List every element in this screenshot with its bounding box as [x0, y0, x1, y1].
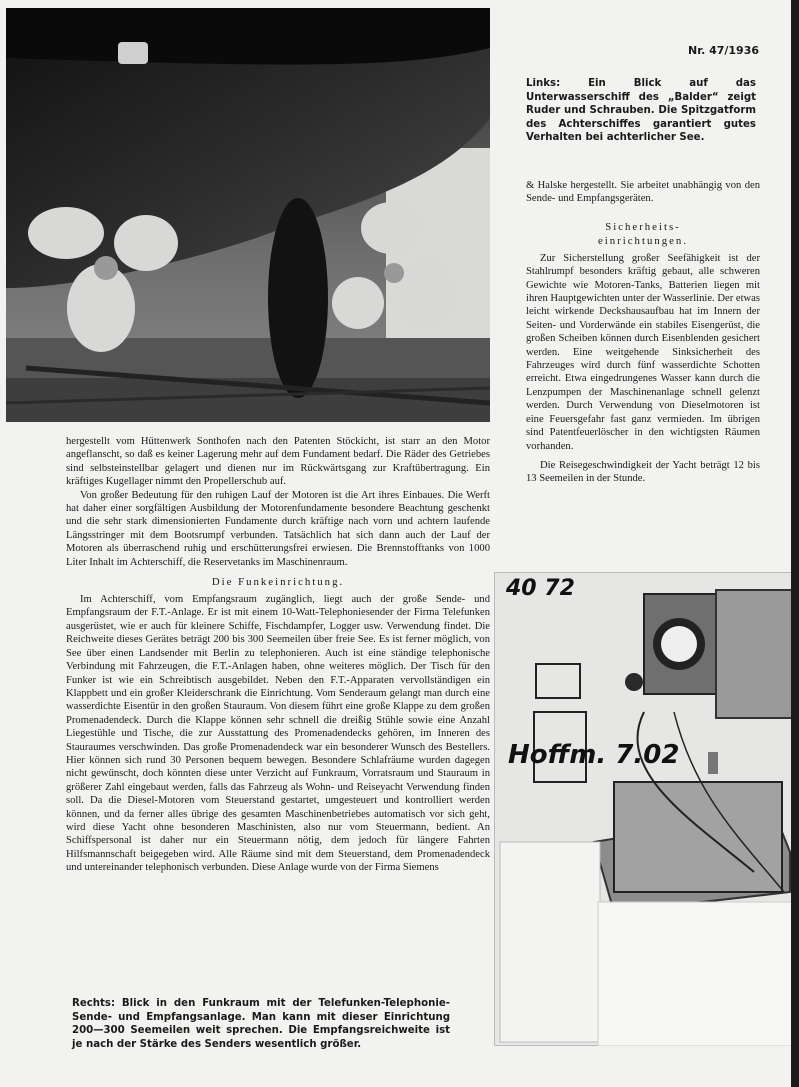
caption-left-photo: Links: Ein Blick auf das Unterwasserschiff des „Balder“ zeigt Ruder und Schrauben. Die Spitzgatform des Achterschiffes garantiert gutes Verhalten bei achterlicher See. — [526, 78, 756, 144]
right-text-column — [526, 179, 760, 486]
radio-room-photo — [494, 572, 792, 1046]
paragraph-engine-mounting: Von großer Bedeutung für den ruhigen Lauf der Motoren ist die Art ihres Einbaues. Die Werft hat daher einer sorgfältigen Ausbildung der Motorenfundamente besondere Beachtung geschenkt und die sehr stark dimensionierten Fundamente durch kräftige nach vorn und achtern laufende Längsstringer mit dem Bootsrumpf verbunden. Tatsächlich hat sich dann auch der Lauf der Motoren als überraschend ruhig und erschütterungsfrei erwiesen. Die Brennstofftanks von 1000 Liter Inhalt im Achterschiff, die Reservetanks im Maschinenraum. — [66, 489, 490, 568]
paragraph-radio-room: Im Achterschiff, vom Empfangsraum zugänglich, liegt auch der große Sende- und Empfangsraum der F.T.-Anlage. Er ist mit einem 10-Watt-Telephoniesender der Firma Telefunken ausgerüstet, wie er auch für kleinere Schiffe, Fischdampfer, Logger usw. Verwendung findet. Die Reichweite dieses Gerätes beträgt 200 bis 300 Seemeilen über freie See. Es ist ferner möglich, von See über einen Landsender mit Berlin zu telephonieren. Auch ist eine ständige telephonische Verbindung mit Fahrzeugen, die F.T.-Anlagen haben, ohne weiteres möglich. Der Tisch für den Funker ist wie ein Schreibtisch ausgebildet. Neben den F.T.-Apparaten vervollständigen ein Klappbett und ein großer Kleiderschrank die Einrichtung. Vom Senderaum gelangt man durch eine wasserdichte Eisentür in den großen Stauraum. Von diesem führt eine große Klappe zu dem großen Promenadendeck. Durch die Klappe können sehr schnell die dreißig Stühle sowie eine Anzahl Liegestühle und Tische, die zur Ausstattung des Promenadendecks gehören, im Inneren des Stauraumes verschwinden. Das große Promenadendeck war ein besonderer Wunsch des Bestellers. Hier können sich rund 30 Personen bequem bewegen. Besondere Schlafräume wurden dagegen nicht gewünscht, doch könnten diese unter Verzicht auf Funkraum, Vorratsraum und Stauraum in größerer Zahl eingebaut werden, falls das Fahrzeug als Wohn- und Reiseyacht Verwendung finden soll. Da die Diesel-Motoren vom Steuerstand gestartet, umgesteuert und kontrolliert werden können, und da ferner alles übrige des gesamten Maschinenbetriebes automatisch vor sich geht, wird diese Yacht ohne besonderen Maschinisten, also nur vom Steuermann, bedient. An Schiffspersonal ist daher nur ein Steuermann nötig, dem jedoch für längere Fahrten Hilfsmannschaft beigegeben wird. Alle Räume sind mit dem Steuerstand, dem Promenadendeck und untereinander telephonisch verbunden. Diese Anlage wurde von der Firma Siemens — [66, 594, 490, 874]
caption-right-photo: Rechts: Blick in den Funkraum mit der Telefunken-Telephonie-Sende- und Empfangsanlage. Man kann mit dieser Einrichtung 200—300 Seemeilen weit sprechen. Die Empfangsreichweite ist je nach der Stärke des Senders wesentlich größer. — [72, 998, 450, 1050]
paragraph-siemens-halske: & Halske hergestellt. Sie arbeitet unabhängig von den Sende- und Empfangsgeräten. — [526, 180, 760, 205]
paragraph-safety: Zur Sicherstellung großer Seefähigkeit ist der Stahlrumpf besonders kräftig gebaut, alle schweren Gewichte wie Motoren-Tanks, Batterien liegen mit ihren Hauptgewichten unter der Wasserlinie. Der etwas leicht wirkende Deckshausaufbau hat im Innern der Seiten- und Vorderwände ein stabiles Eisengerüst, die großen Scheiben können durch Eisenblenden gesichert werden. Eine weitgehende Sinksicherheit des Fahrzeuges wird durch fünf wasserdichte Schotten erreicht. Etwa eingedrungenes Wasser kann durch die Lenzpumpen der Maschinenanlage schnell gelenzt werden. Durch Verwendung von Dieselmotoren ist eine Feuersgefahr fast ganz vermieden. Im übrigen sind Patentfeuerlöscher in den wichtigsten Räumen vorhanden. — [526, 252, 760, 452]
section-heading-safety: Sicherheits- einrichtungen. — [597, 220, 689, 247]
hull-propellers-photo — [6, 8, 490, 422]
handwritten-photo-number: 40 72 — [506, 576, 575, 601]
section-heading-radio: Die Funkeinrichtung. — [211, 576, 345, 589]
issue-number: Nr. 47/1936 — [688, 44, 760, 57]
paragraph-cruising-speed: Die Reisegeschwindigkeit der Yacht beträgt 12 bis 13 Seemeilen in der Stunde. — [526, 459, 760, 485]
page-edge-shadow — [791, 0, 799, 1087]
left-text-column — [66, 435, 490, 875]
handwritten-photo-note: Hoffm. 7.02 — [508, 740, 680, 770]
paragraph-gearbox: hergestellt vom Hüttenwerk Sonthofen nach den Patenten Stöckicht, ist starr an den Motor angeflanscht, so daß es keiner Lagerung mehr auf dem Fundament bedarf. Die Räder des Getriebes sind selbsteinstellbar gelagert und dienen nur im Rückwärtsgang zur Kraftübertragung. Ein kräftiges Kugellager nimmt den Propellerschub auf. — [66, 436, 490, 488]
